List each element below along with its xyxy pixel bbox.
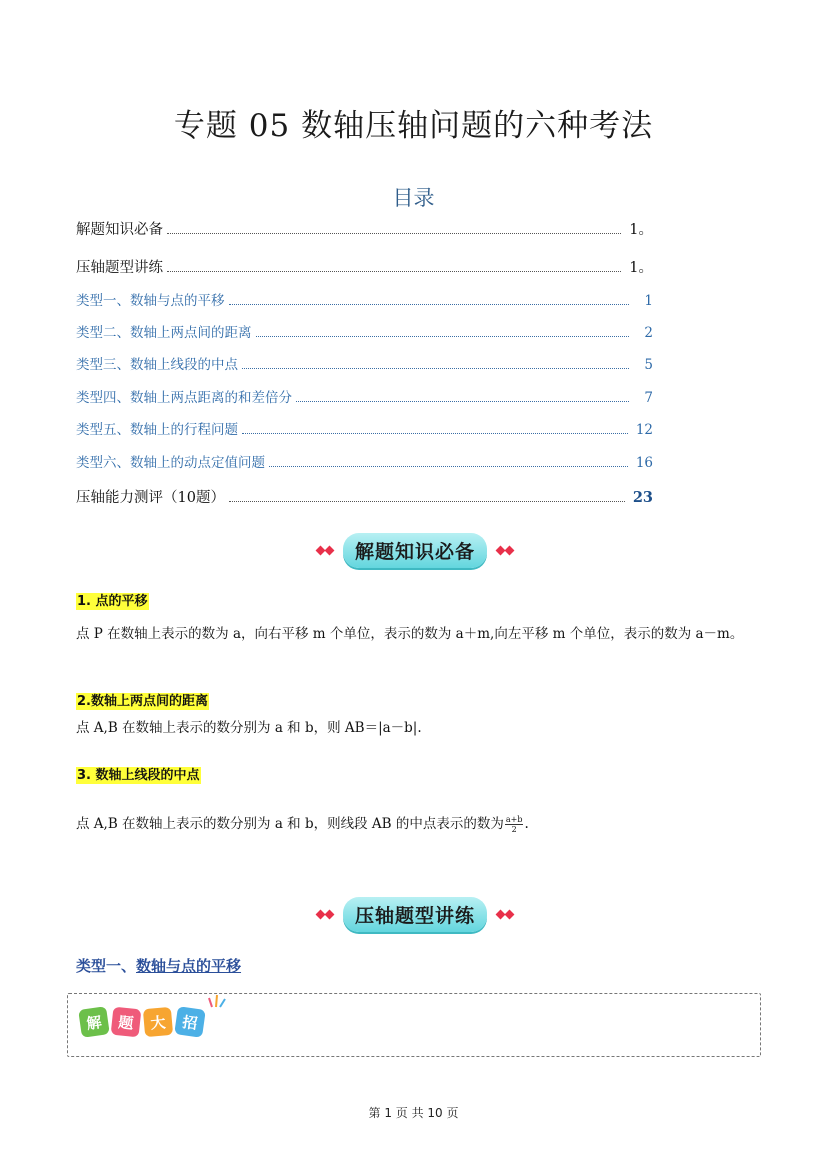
toc-item-page: 1	[644, 293, 653, 309]
fraction-denominator: 2	[511, 825, 517, 834]
type-heading	[76, 955, 241, 976]
toc-item[interactable]	[76, 218, 653, 239]
toc-item[interactable]	[76, 289, 653, 309]
point-body-text: 点 A,B 在数轴上表示的数分别为 a 和 b，则线段 AB 的中点表示的数为	[76, 816, 504, 832]
toc-item-label: 类型一、数轴与点的平移	[76, 293, 225, 309]
toc-item-label: 解题知识必备	[76, 222, 163, 238]
section-banner	[290, 533, 540, 567]
toc-item-label: 压轴题型讲练	[76, 260, 163, 276]
toc-item[interactable]	[76, 451, 653, 471]
type-heading-prefix: 类型一、	[76, 957, 137, 975]
type-heading-link[interactable]: 数轴与点的平移	[136, 957, 242, 975]
toc-item[interactable]	[76, 321, 653, 341]
toc-item-page: 1。	[629, 260, 653, 276]
toc-item-label: 类型二、数轴上两点间的距离	[76, 325, 252, 341]
diamond-icon	[497, 547, 513, 554]
toc-item-page: 1。	[629, 222, 653, 238]
tip-char: 招	[174, 1006, 206, 1038]
sparkle-icon	[208, 994, 226, 1008]
point-heading	[76, 690, 209, 709]
point-heading-text: 2.数轴上两点间的距离	[77, 694, 208, 709]
toc-item[interactable]	[76, 418, 653, 438]
diamond-icon	[317, 911, 333, 918]
fraction-numerator: a+b	[505, 815, 523, 824]
point-heading-text: 1. 点的平移	[77, 594, 148, 609]
toc-leader	[296, 400, 629, 402]
toc-leader	[167, 270, 621, 272]
section-banner	[290, 897, 540, 931]
toc-item[interactable]	[76, 353, 653, 373]
toc-leader	[256, 335, 630, 337]
section-banner-label: 压轴题型讲练	[343, 897, 487, 932]
toc-leader	[167, 232, 621, 234]
toc-item-label: 类型六、数轴上的动点定值问题	[76, 455, 265, 471]
tip-char: 题	[111, 1007, 142, 1038]
diamond-icon	[497, 911, 513, 918]
point-body: 点 A,B 在数轴上表示的数分别为 a 和 b，则 AB＝|a－b|.	[76, 720, 422, 736]
point-body: 点 P 在数轴上表示的数为 a，向右平移 m 个单位，表示的数为 a＋m,向左平移 m 个单位，表示的数为 a－m。	[76, 626, 744, 642]
toc-item-page: 7	[644, 390, 653, 406]
toc-item[interactable]	[76, 486, 653, 507]
page-footer: 第 1 页 共 10 页	[368, 1106, 459, 1120]
toc-leader	[242, 367, 629, 369]
toc-leader	[269, 465, 628, 467]
toc-item-label: 类型四、数轴上两点距离的和差倍分	[76, 390, 292, 406]
toc-item-page: 12	[635, 422, 653, 438]
toc-heading: 目录	[392, 186, 435, 210]
tip-char: 解	[78, 1006, 110, 1038]
toc-item[interactable]	[76, 386, 653, 406]
toc-item-page: 16	[635, 455, 653, 471]
toc-item-page: 5	[644, 357, 653, 373]
toc-item-label: 类型三、数轴上线段的中点	[76, 357, 238, 373]
point-body	[76, 810, 756, 838]
point-heading	[76, 764, 201, 783]
fraction	[505, 815, 524, 834]
point-heading	[76, 590, 149, 609]
section-banner-label: 解题知识必备	[343, 533, 487, 568]
toc-item-label: 类型五、数轴上的行程问题	[76, 422, 238, 438]
toc-item-page: 2	[644, 325, 653, 341]
point-body-end: .	[524, 816, 529, 832]
toc-item-page: 23	[632, 489, 653, 506]
point-heading-text: 3. 数轴上线段的中点	[77, 768, 200, 783]
toc-leader	[242, 432, 628, 434]
tip-badge	[80, 1008, 204, 1036]
toc-item-label: 压轴能力测评（10题）	[76, 490, 225, 506]
diamond-icon	[317, 547, 333, 554]
tip-box	[67, 993, 761, 1057]
toc-leader	[229, 303, 630, 305]
tip-char: 大	[143, 1007, 173, 1037]
toc-item[interactable]	[76, 256, 653, 277]
page-title: 专题 05 数轴压轴问题的六种考法	[173, 108, 654, 144]
toc-leader	[229, 500, 625, 502]
